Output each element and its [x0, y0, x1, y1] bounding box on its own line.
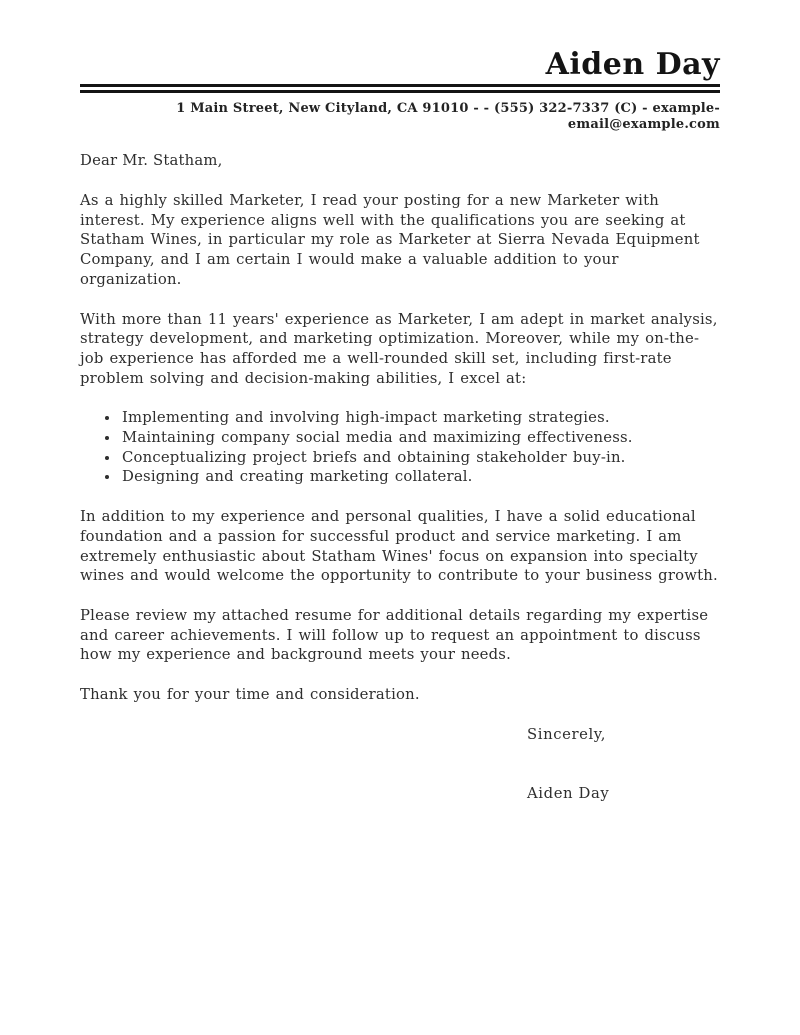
header-divider: [80, 84, 720, 93]
skill-item: • Maintaining company social media and maximizing effectiveness.: [120, 428, 720, 448]
skills-list: [80, 408, 720, 487]
letterhead-name: Aiden Day: [545, 47, 720, 82]
signature-block: [527, 725, 720, 804]
paragraph-intro: As a highly skilled Marketer, I read your posting for a new Marketer with interest. My experience aligns well with the qualifications you are seeking at Statham Wines, in particular my role as Marketer at Sierra Nevada Equipment Company, and I am certain I would make a valuable addition to your organization.: [80, 192, 700, 288]
thanks-line: Thank you for your time and consideration.: [80, 686, 420, 704]
signature-name: Aiden Day: [527, 785, 610, 803]
skill-item: • Conceptualizing project briefs and obtaining stakeholder buy-in.: [120, 448, 720, 468]
skill-item: • Implementing and involving high-impact marketing strategies.: [120, 408, 720, 428]
paragraph-resume: Please review my attached resume for additional details regarding my expertise and career achievements. I will follow up to request an appointment to discuss how my experience and background meets your needs.: [80, 606, 709, 664]
signoff: Sincerely,: [527, 725, 607, 743]
contact-info: 1 Main Street, New Cityland, CA 91010 - - (555) 322-7337 (C) - example-email@example.com: [176, 101, 720, 132]
paragraph-experience: With more than 11 years' experience as Marketer, I am adept in market analysis, strategy development, and marketing optimization. Moreover, while my on-the-job experience has afforded me a well-rounded skill set, including first-rate problem solving and decision-making abilities, I excel at:: [80, 310, 718, 387]
paragraph-education: In addition to my experience and personal qualities, I have a solid educational foundation and a passion for successful product and service marketing. I am extremely enthusiastic about Statham Wines' focus on expansion into specialty wines and would welcome the opportunity to contribute to your business growth.: [80, 508, 718, 585]
skill-item: • Designing and creating marketing collateral.: [120, 467, 720, 487]
greeting: Dear Mr. Statham,: [80, 152, 223, 169]
